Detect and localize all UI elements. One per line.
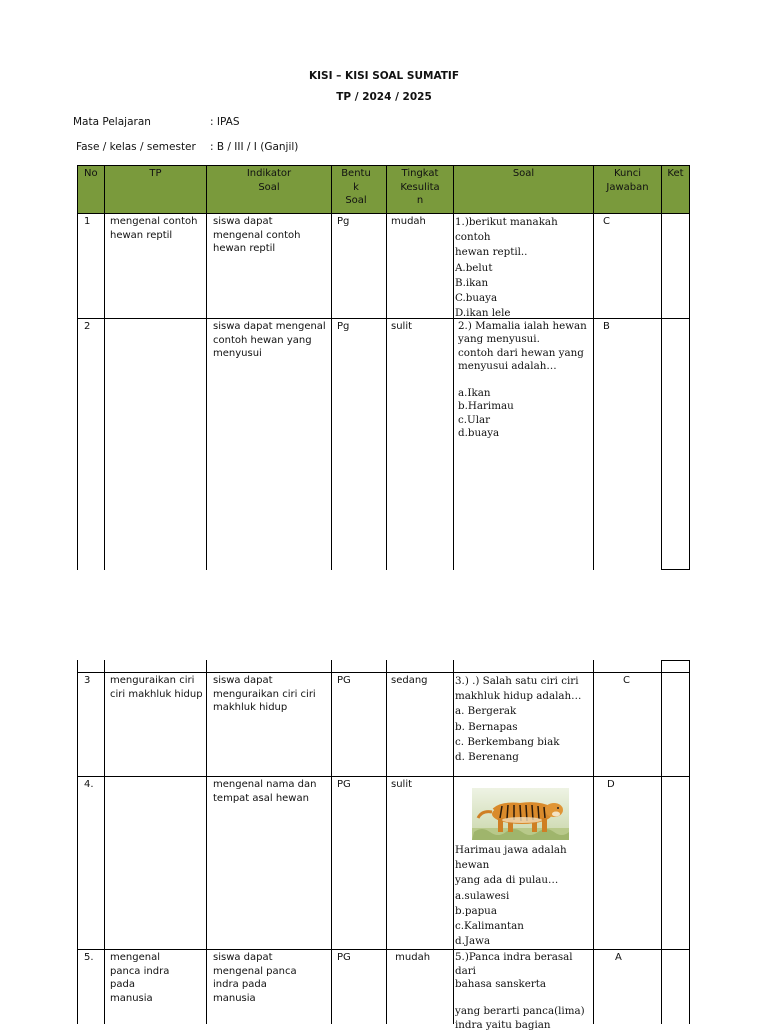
- header-tp: TP: [149, 168, 162, 179]
- row-soal: Harimau jawa adalah hewan yang ada di pulau… a.sulawesi b.papua c.Kalimantan d.Jawa: [455, 844, 567, 948]
- tiger-image: [472, 788, 569, 840]
- row-number: 2: [84, 321, 91, 332]
- header-ket: Ket: [667, 168, 684, 179]
- row-indikator: siswa dapat menguraikan ciri ciri makhluk hidup: [213, 675, 316, 714]
- row-bentuk: Pg: [337, 216, 350, 227]
- row-indikator: siswa dapat mengenal contoh hewan yang menyusui: [213, 321, 326, 360]
- row-tp: mengenal contoh hewan reptil: [110, 216, 198, 241]
- header-kunci: Kunci Jawaban: [606, 168, 649, 193]
- header-indikator: Indikator Soal: [246, 168, 292, 193]
- row-bentuk: PG: [337, 675, 351, 686]
- grid-line: [206, 660, 207, 1024]
- row-tp: mengenal panca indra pada manusia: [110, 952, 170, 1005]
- grid-line: [689, 660, 690, 1024]
- grid-line: [593, 660, 594, 1024]
- grid-line: [386, 165, 387, 570]
- header-soal: Soal: [512, 168, 535, 179]
- row-tingkat: mudah: [391, 216, 426, 227]
- header-no: No: [84, 168, 98, 179]
- grid-line: [661, 165, 662, 570]
- grid-line: [77, 165, 690, 166]
- row-number: 1: [84, 216, 91, 227]
- row-tingkat: sedang: [391, 675, 428, 686]
- row-tingkat: sulit: [391, 779, 413, 790]
- grid-line: [386, 660, 387, 1024]
- grid-line: [331, 660, 332, 1024]
- row-kunci: D: [607, 779, 615, 790]
- row-kunci: A: [615, 952, 622, 963]
- row-number: 3: [84, 675, 91, 686]
- row-kunci: B: [603, 321, 610, 332]
- row-bentuk: PG: [337, 952, 351, 963]
- row-soal: 2.) Mamalia ialah hewan yang menyusui. contoh dari hewan yang menyusui adalah… a.Ikan b.Harimau c.Ular d.buaya: [458, 320, 587, 440]
- grid-line: [77, 165, 78, 570]
- row-bentuk: Pg: [337, 321, 350, 332]
- grid-line: [661, 660, 690, 661]
- row-indikator: siswa dapat mengenal panca indra pada manusia: [213, 952, 297, 1005]
- phase-value: : B / III / I (Ganjil): [210, 141, 299, 153]
- row-soal: 5.)Panca indra berasal dari bahasa sanskerta yang berarti panca(lima) indra yaitu bagian: [455, 951, 585, 1031]
- grid-line: [689, 165, 690, 570]
- grid-line: [104, 660, 105, 1024]
- grid-line: [453, 660, 454, 1024]
- grid-line: [104, 165, 105, 570]
- subject-value: : IPAS: [210, 116, 240, 128]
- subject-label: Mata Pelajaran: [73, 116, 151, 128]
- grid-line: [77, 318, 690, 319]
- grid-line: [661, 660, 662, 1024]
- grid-line: [593, 165, 594, 570]
- grid-line: [77, 776, 690, 777]
- row-tp: menguraikan ciri ciri makhluk hidup: [110, 675, 203, 700]
- row-tingkat: sulit: [391, 321, 413, 332]
- document-title: KISI – KISI SOAL SUMATIF: [308, 70, 459, 82]
- header-bentuk: Bentu k Soal: [341, 168, 371, 207]
- row-number: 4.: [84, 779, 94, 790]
- row-tingkat: mudah: [392, 952, 431, 963]
- row-kunci: C: [603, 216, 610, 227]
- row-bentuk: PG: [337, 779, 351, 790]
- row-soal: 3.) .) Salah satu ciri ciri makhluk hidup adalah… a. Bergerak b. Bernapas c. Berkembang biak d. Berenang: [455, 675, 582, 764]
- grid-line: [77, 213, 690, 214]
- grid-line: [77, 949, 690, 950]
- row-soal: 1.)berikut manakah contoh hewan reptil.. A.belut B.ikan C.buaya D.ikan lele: [455, 216, 558, 320]
- header-tingkat: Tingkat Kesulita n: [400, 168, 440, 207]
- grid-line: [77, 672, 690, 673]
- grid-line: [331, 165, 332, 570]
- grid-line: [453, 165, 454, 570]
- tiger-illustration: [472, 788, 569, 840]
- phase-label: Fase / kelas / semester: [76, 141, 196, 153]
- grid-line: [77, 660, 78, 1024]
- row-indikator: siswa dapat mengenal contoh hewan reptil: [213, 216, 301, 255]
- grid-line: [661, 569, 690, 570]
- document-subtitle: TP / 2024 / 2025: [336, 91, 432, 103]
- row-number: 5.: [84, 952, 94, 963]
- row-kunci: C: [623, 675, 630, 686]
- row-indikator: mengenal nama dan tempat asal hewan: [213, 779, 317, 804]
- grid-line: [206, 165, 207, 570]
